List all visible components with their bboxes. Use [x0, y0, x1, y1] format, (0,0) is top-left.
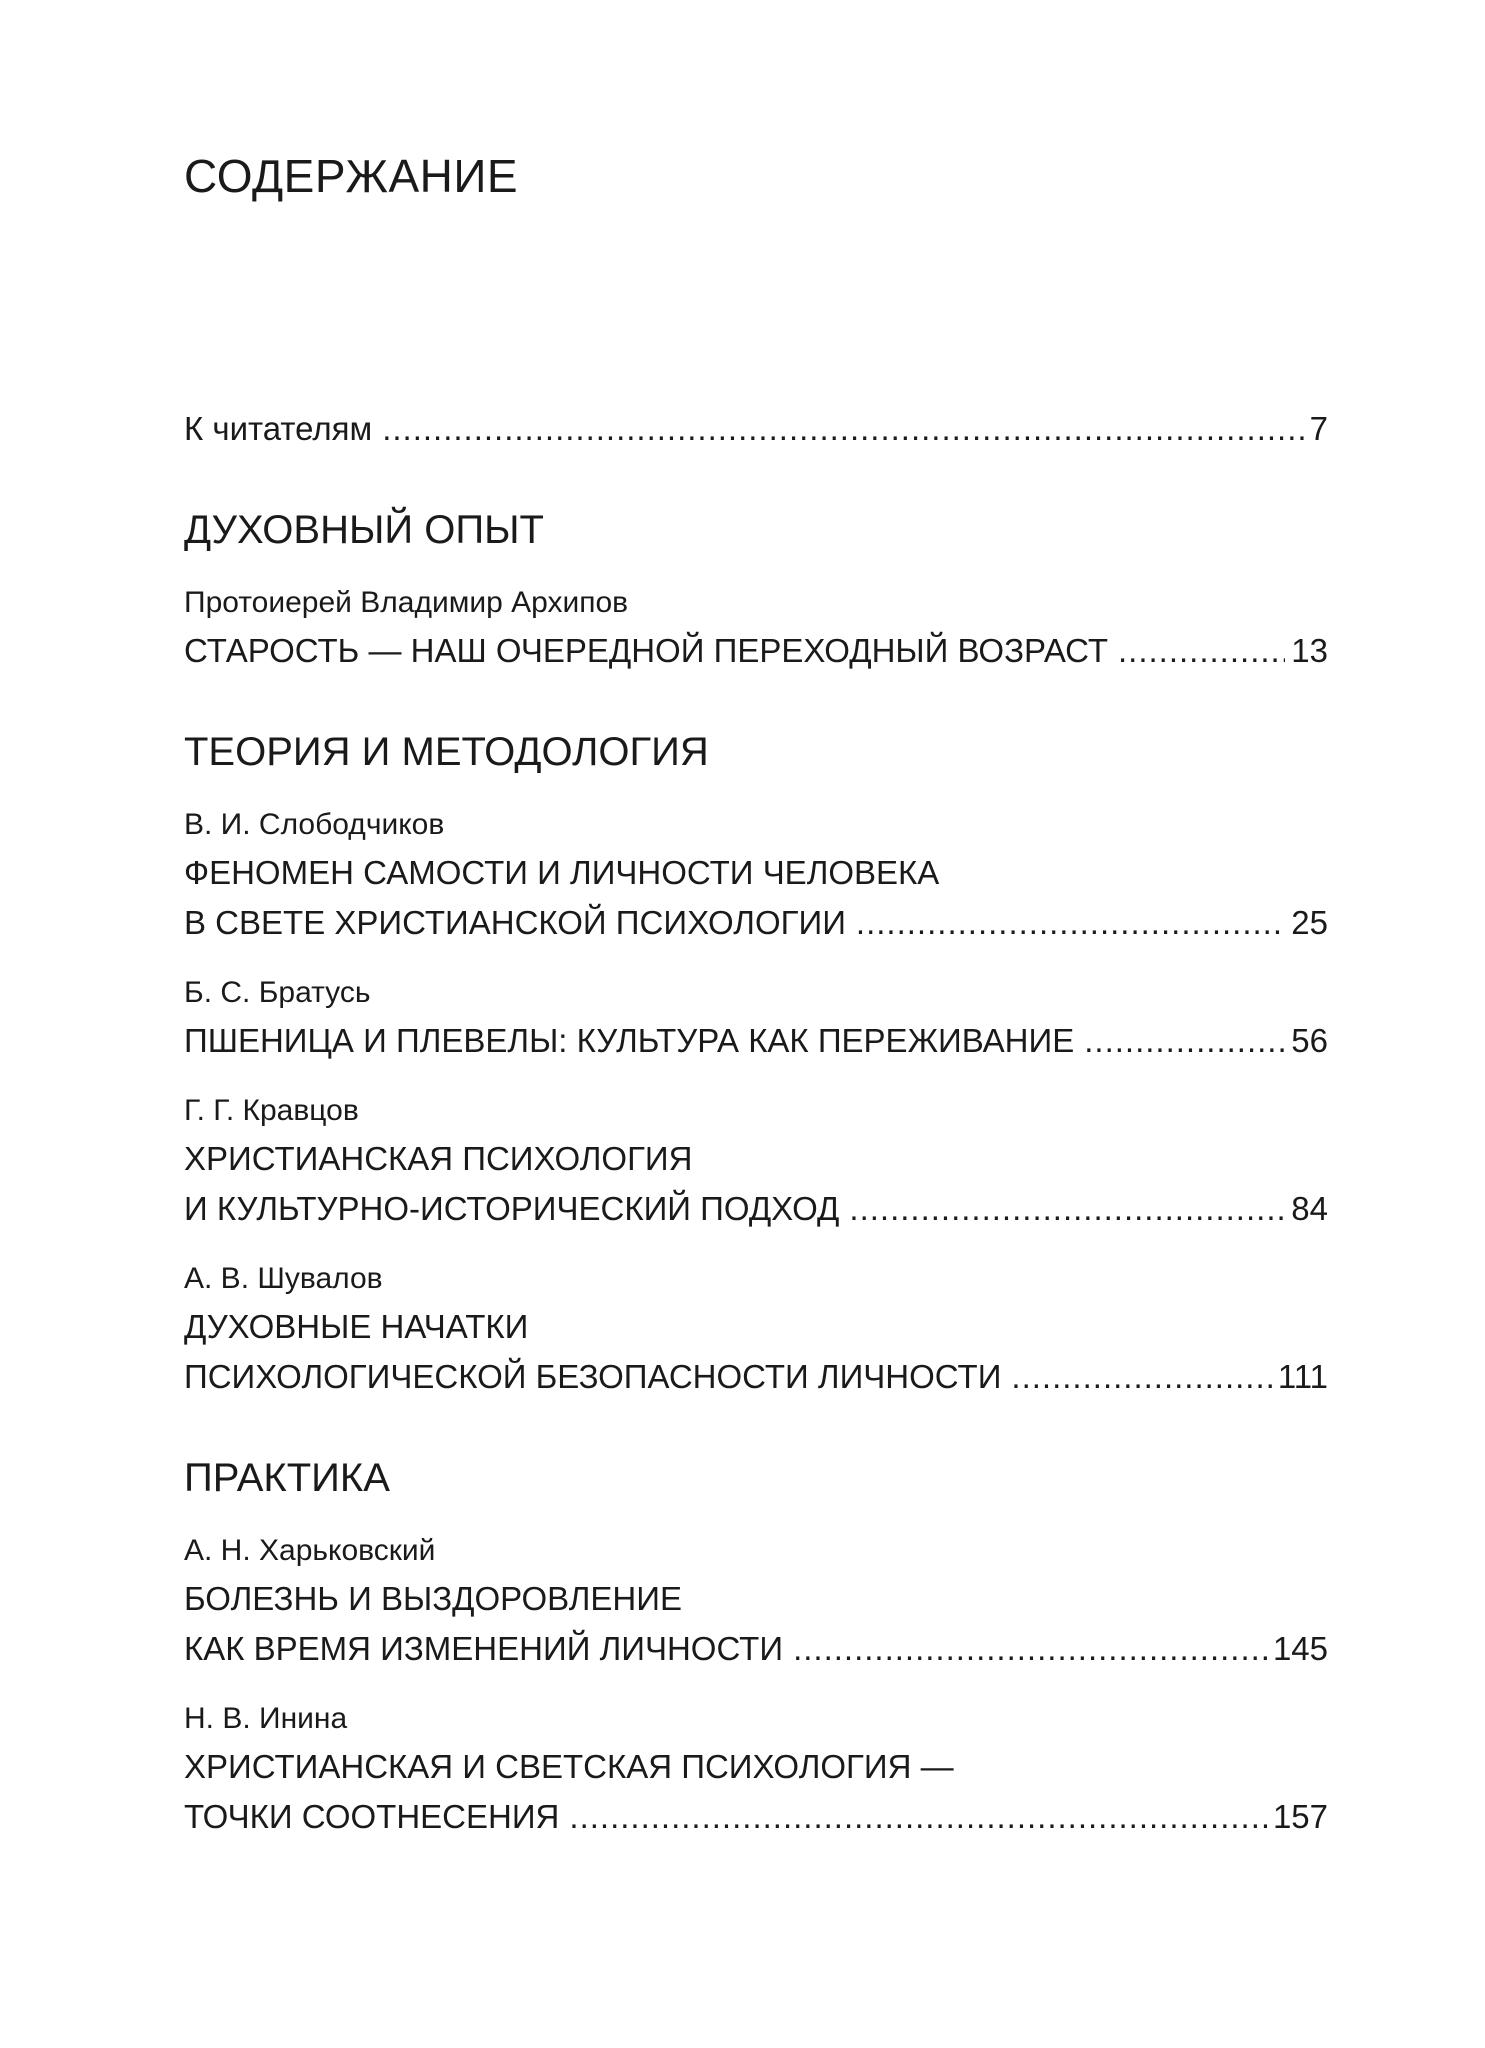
entry-title: И КУЛЬТУРНО-ИСТОРИЧЕСКИЙ ПОДХОД [184, 1190, 840, 1227]
entry-title: К читателям [184, 410, 373, 447]
page-number: 25 [1291, 904, 1328, 941]
dot-leader [1011, 1352, 1271, 1402]
entry-last-line [184, 626, 1328, 676]
entry-title: ТОЧКИ СООТНЕСЕНИЯ [184, 1798, 560, 1835]
section-title: ТЕОРИЯ И МЕТОДОЛОГИЯ [184, 730, 709, 774]
dot-leader [569, 1792, 1267, 1842]
entry-title: СТАРОСТЬ — НАШ ОЧЕРЕДНОЙ ПЕРЕХОДНЫЙ ВОЗРАСТ [184, 632, 1108, 669]
dot-leader [849, 1184, 1285, 1234]
entry-author: В. И. Слободчиков [184, 808, 445, 841]
page-number: 13 [1291, 632, 1328, 669]
toc-entry[interactable] [184, 1262, 1328, 1402]
toc-entry[interactable] [184, 586, 1328, 676]
section-title: ПРАКТИКА [184, 1456, 390, 1500]
page-number: 84 [1291, 1190, 1328, 1227]
entry-last-line [184, 1016, 1328, 1066]
entry-title-line: ДУХОВНЫЕ НАЧАТКИ [184, 1308, 529, 1345]
entry-title: ПШЕНИЦА И ПЛЕВЕЛЫ: КУЛЬТУРА КАК ПЕРЕЖИВАНИЕ [184, 1022, 1075, 1059]
entry-last-line [184, 1184, 1328, 1234]
page-number: 145 [1272, 1630, 1328, 1667]
entry-title: В СВЕТЕ ХРИСТИАНСКОЙ ПСИХОЛОГИИ [184, 904, 846, 941]
toc-entry[interactable] [184, 1534, 1328, 1674]
toc-entry-intro[interactable] [184, 404, 1328, 454]
entry-author: Г. Г. Кравцов [184, 1094, 359, 1127]
section-title: ДУХОВНЫЙ ОПЫТ [184, 508, 544, 552]
entry-last-line [184, 1624, 1328, 1674]
entry-last-line [184, 898, 1328, 948]
entry-author: Н. В. Инина [184, 1702, 348, 1735]
entry-title-line: БОЛЕЗНЬ И ВЫЗДОРОВЛЕНИЕ [184, 1580, 682, 1617]
dot-leader [382, 404, 1303, 454]
page-number: 111 [1277, 1358, 1328, 1395]
entry-title: ПСИХОЛОГИЧЕСКОЙ БЕЗОПАСНОСТИ ЛИЧНОСТИ [184, 1358, 1002, 1395]
entry-last-line [184, 1352, 1328, 1402]
page-number: 7 [1309, 410, 1328, 447]
entry-author: А. Н. Харьковский [184, 1534, 436, 1567]
dot-leader [1118, 626, 1285, 676]
entry-author: Протоиерей Владимир Архипов [184, 586, 629, 619]
entry-title-line: ФЕНОМЕН САМОСТИ И ЛИЧНОСТИ ЧЕЛОВЕКА [184, 854, 940, 891]
page-number: 157 [1272, 1798, 1328, 1835]
entry-author: Б. С. Братусь [184, 976, 371, 1009]
entry-title-line: ХРИСТИАНСКАЯ И СВЕТСКАЯ ПСИХОЛОГИЯ — [184, 1748, 954, 1785]
page-number: 56 [1291, 1022, 1328, 1059]
toc-entry[interactable] [184, 1094, 1328, 1234]
entry-last-line [184, 1792, 1328, 1842]
entry-title: КАК ВРЕМЯ ИЗМЕНЕНИЙ ЛИЧНОСТИ [184, 1630, 784, 1667]
entry-author: А. В. Шувалов [184, 1262, 383, 1295]
dot-leader [1084, 1016, 1285, 1066]
page-title: СОДЕРЖАНИЕ [184, 150, 519, 202]
dot-leader [793, 1624, 1267, 1674]
toc-page [184, 0, 1328, 2048]
toc-entry[interactable] [184, 808, 1328, 948]
toc-entry[interactable] [184, 976, 1328, 1066]
entry-title-line: ХРИСТИАНСКАЯ ПСИХОЛОГИЯ [184, 1140, 693, 1177]
table-of-contents [184, 404, 1328, 1842]
dot-leader [856, 898, 1285, 948]
toc-entry[interactable] [184, 1702, 1328, 1842]
